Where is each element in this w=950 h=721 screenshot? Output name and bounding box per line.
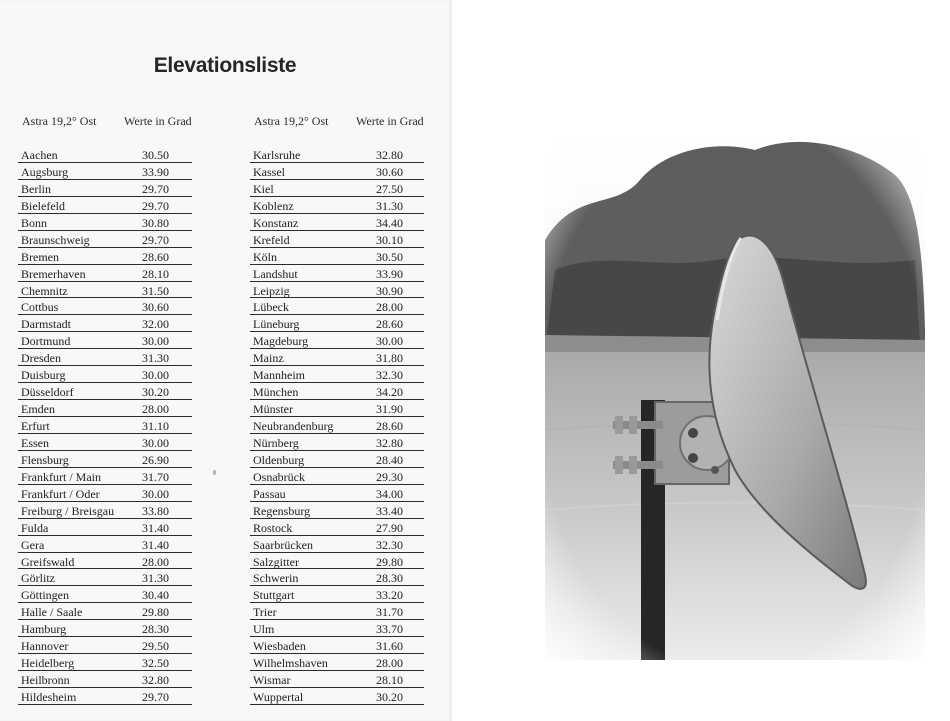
city-name: Göttingen (21, 588, 69, 603)
elevation-rows-right (250, 146, 424, 705)
table-row (18, 282, 192, 299)
city-name: Krefeld (253, 232, 290, 247)
elevation-value: 28.60 (376, 419, 403, 433)
table-row (250, 417, 424, 434)
elevation-value: 30.00 (142, 435, 169, 450)
table-row (18, 349, 192, 366)
city-name: Erfurt (21, 419, 50, 433)
city-name: Konstanz (253, 215, 299, 230)
elevation-value: 30.90 (376, 283, 403, 298)
city-name: Rostock (253, 520, 293, 535)
table-row (18, 536, 192, 553)
elevation-value: 34.40 (376, 215, 403, 230)
table-row (18, 214, 192, 231)
elevation-value: 30.00 (142, 368, 169, 383)
elevation-value: 30.00 (376, 334, 403, 349)
elevation-value: 33.80 (142, 503, 169, 518)
elevation-value: 30.00 (142, 486, 169, 501)
table-row (18, 298, 192, 315)
table-row (250, 603, 424, 620)
city-name: Wilhelmshaven (253, 656, 328, 671)
elevation-table-left (18, 112, 192, 705)
value-column-header: Werte in Grad (356, 114, 424, 128)
elevation-value: 29.30 (376, 469, 403, 484)
elevation-value: 28.00 (376, 656, 403, 671)
city-name: Gera (21, 537, 45, 552)
city-name: Essen (21, 435, 49, 450)
elevation-value: 29.50 (142, 639, 169, 654)
city-name: Heidelberg (21, 656, 75, 671)
table-row (18, 519, 192, 536)
table-row (18, 468, 192, 485)
elevation-value: 31.80 (376, 351, 403, 366)
table-row (18, 434, 192, 451)
elevation-value: 30.80 (142, 215, 169, 230)
city-name: Wiesbaden (253, 639, 306, 654)
elevation-value: 29.70 (142, 198, 169, 213)
elevation-value: 28.60 (142, 249, 169, 264)
elevation-value: 32.80 (142, 673, 169, 688)
city-name: Osnabrück (253, 469, 305, 484)
table-row (18, 332, 192, 349)
elevation-value: 31.40 (142, 520, 169, 535)
city-name: Görlitz (21, 571, 55, 586)
elevation-value: 29.80 (142, 605, 169, 620)
table-row (18, 654, 192, 671)
elevation-value: 30.40 (142, 588, 169, 603)
elevation-value: 29.80 (376, 554, 403, 569)
elevation-value: 33.90 (142, 164, 169, 179)
elevation-value: 30.20 (142, 385, 169, 400)
table-row (250, 298, 424, 315)
city-name: Kassel (253, 164, 285, 179)
elevation-value: 32.00 (142, 317, 169, 332)
table-row (18, 620, 192, 637)
table-row (250, 282, 424, 299)
city-name: Lüneburg (253, 317, 300, 332)
city-name: Köln (253, 249, 277, 264)
table-row (250, 637, 424, 654)
city-name: Greifswald (21, 554, 75, 569)
city-name: Saarbrücken (253, 537, 313, 552)
table-row (250, 214, 424, 231)
elevation-value: 30.60 (142, 300, 169, 315)
table-row (18, 400, 192, 417)
city-name: Flensburg (21, 452, 69, 467)
table-row (250, 671, 424, 688)
elevation-value: 28.00 (142, 554, 169, 569)
table-row (18, 315, 192, 332)
city-column-header: Astra 19,2° Ost (254, 114, 329, 128)
elevation-value: 30.20 (376, 690, 403, 704)
table-row (18, 417, 192, 434)
table-row (250, 485, 424, 502)
elevation-value: 28.60 (376, 317, 403, 332)
table-row (250, 536, 424, 553)
elevation-value: 34.00 (376, 486, 403, 501)
table-row (250, 248, 424, 265)
table-row (250, 586, 424, 603)
table-row (250, 654, 424, 671)
elevation-value: 31.30 (142, 571, 169, 586)
city-name: Ulm (253, 622, 275, 637)
elevation-value: 28.00 (376, 300, 403, 315)
elevation-value: 30.50 (142, 148, 169, 162)
city-name: München (253, 385, 299, 400)
table-row (18, 231, 192, 248)
city-name: Mainz (253, 351, 284, 366)
city-name: Dresden (21, 351, 61, 366)
elevation-value: 29.70 (142, 232, 169, 247)
city-name: Berlin (21, 181, 51, 196)
table-row (18, 163, 192, 180)
city-name: Emden (21, 402, 55, 417)
city-name: Regensburg (253, 503, 311, 518)
city-column-header: Astra 19,2° Ost (22, 114, 97, 128)
table-row (250, 569, 424, 586)
value-column-header: Werte in Grad (124, 114, 192, 128)
city-name: Bonn (21, 215, 48, 230)
elevation-value: 30.00 (142, 334, 169, 349)
city-name: Cottbus (21, 300, 59, 315)
city-name: Fulda (21, 520, 49, 535)
elevation-value: 28.40 (376, 452, 403, 467)
city-name: Braunschweig (21, 232, 90, 247)
table-row (18, 265, 192, 282)
elevation-value: 32.80 (376, 148, 403, 162)
table-row (18, 383, 192, 400)
city-name: Oldenburg (253, 452, 305, 467)
elevation-value: 31.50 (142, 283, 169, 298)
city-name: Kiel (253, 181, 274, 196)
elevation-value: 31.70 (376, 605, 403, 620)
elevation-value: 28.30 (142, 622, 169, 637)
table-row (250, 265, 424, 282)
elevation-value: 33.40 (376, 503, 403, 518)
city-name: Koblenz (253, 198, 294, 213)
city-name: Wismar (253, 673, 291, 688)
city-name: Münster (253, 402, 293, 417)
table-row (18, 485, 192, 502)
elevation-list-sheet (0, 0, 452, 721)
table-row (18, 197, 192, 214)
elevation-value: 31.30 (376, 198, 403, 213)
table-row (250, 231, 424, 248)
city-name: Hildesheim (21, 690, 77, 704)
elevation-value: 31.60 (376, 639, 403, 654)
city-name: Landshut (253, 266, 298, 281)
elevation-value: 28.10 (376, 673, 403, 688)
elevation-value: 34.20 (376, 385, 403, 400)
table-row (18, 451, 192, 468)
table-row (250, 180, 424, 197)
city-name: Freiburg / Breisgau (21, 503, 115, 518)
elevation-value: 32.30 (376, 368, 403, 383)
elevation-value: 32.50 (142, 656, 169, 671)
elevation-value: 33.20 (376, 588, 403, 603)
elevation-value: 28.00 (142, 402, 169, 417)
city-name: Düsseldorf (21, 385, 74, 400)
table-row (250, 519, 424, 536)
city-name: Darmstadt (21, 317, 71, 332)
city-name: Salzgitter (253, 554, 299, 569)
city-name: Bremerhaven (21, 266, 86, 281)
table-row (18, 688, 192, 705)
table-row (250, 163, 424, 180)
elevation-value: 30.60 (376, 164, 403, 179)
city-name: Frankfurt / Oder (21, 486, 100, 501)
city-name: Aachen (21, 148, 58, 162)
elevation-value: 27.90 (376, 520, 403, 535)
city-name: Hannover (21, 639, 69, 654)
elevation-value: 28.30 (376, 571, 403, 586)
city-name: Stuttgart (253, 588, 295, 603)
city-name: Augsburg (21, 164, 69, 179)
city-name: Nürnberg (253, 435, 299, 450)
elevation-value: 30.10 (376, 232, 403, 247)
elevation-value: 33.70 (376, 622, 403, 637)
city-name: Halle / Saale (21, 605, 83, 620)
elevation-value: 30.50 (376, 249, 403, 264)
elevation-value: 28.10 (142, 266, 169, 281)
table-row (18, 248, 192, 265)
elevation-rows-left (18, 146, 192, 705)
city-name: Passau (253, 486, 286, 501)
elevation-value: 31.40 (142, 537, 169, 552)
table-row (250, 366, 424, 383)
page-title: Elevationsliste (153, 54, 297, 77)
table-row (250, 349, 424, 366)
elevation-value: 31.90 (376, 402, 403, 417)
elevation-value: 31.10 (142, 419, 169, 433)
table-row (18, 553, 192, 570)
table-row (250, 553, 424, 570)
elevation-value: 33.90 (376, 266, 403, 281)
table-row (18, 146, 192, 163)
elevation-value: 32.80 (376, 435, 403, 450)
table-row (250, 468, 424, 485)
city-name: Lübeck (253, 300, 289, 315)
elevation-value: 26.90 (142, 452, 169, 467)
city-name: Dortmund (21, 334, 71, 349)
table-row (18, 637, 192, 654)
table-row (250, 688, 424, 705)
table-row (18, 502, 192, 519)
table-row (18, 569, 192, 586)
elevation-value: 29.70 (142, 181, 169, 196)
table-header (18, 112, 192, 146)
city-name: Leipzig (253, 283, 290, 298)
table-row (18, 603, 192, 620)
table-row (250, 197, 424, 214)
table-row (250, 315, 424, 332)
table-row (250, 620, 424, 637)
table-row (250, 451, 424, 468)
city-name: Chemnitz (21, 283, 68, 298)
elevation-value: 31.70 (142, 469, 169, 484)
elevation-value: 32.30 (376, 537, 403, 552)
city-name: Bielefeld (21, 198, 65, 213)
city-name: Heilbronn (21, 673, 70, 688)
city-name: Neubrandenburg (253, 419, 334, 433)
city-name: Duisburg (21, 368, 66, 383)
city-name: Mannheim (253, 368, 305, 383)
city-name: Magdeburg (253, 334, 309, 349)
elevation-value: 27.50 (376, 181, 403, 196)
table-row (250, 146, 424, 163)
table-row (250, 332, 424, 349)
city-name: Schwerin (253, 571, 299, 586)
city-name: Trier (253, 605, 277, 620)
table-header (250, 112, 424, 146)
city-name: Wuppertal (253, 690, 304, 704)
table-row (250, 383, 424, 400)
city-name: Frankfurt / Main (21, 469, 101, 484)
table-row (250, 434, 424, 451)
table-row (18, 366, 192, 383)
city-name: Hamburg (21, 622, 67, 637)
elevation-table-right (250, 112, 424, 705)
satellite-dish-photo (545, 130, 925, 660)
city-name: Bremen (21, 249, 59, 264)
city-name: Karlsruhe (253, 148, 301, 162)
table-row (18, 586, 192, 603)
table-row (250, 400, 424, 417)
elevation-value: 29.70 (142, 690, 169, 704)
table-row (18, 671, 192, 688)
paper-speck (213, 470, 216, 475)
table-row (250, 502, 424, 519)
elevation-value: 31.30 (142, 351, 169, 366)
table-row (18, 180, 192, 197)
